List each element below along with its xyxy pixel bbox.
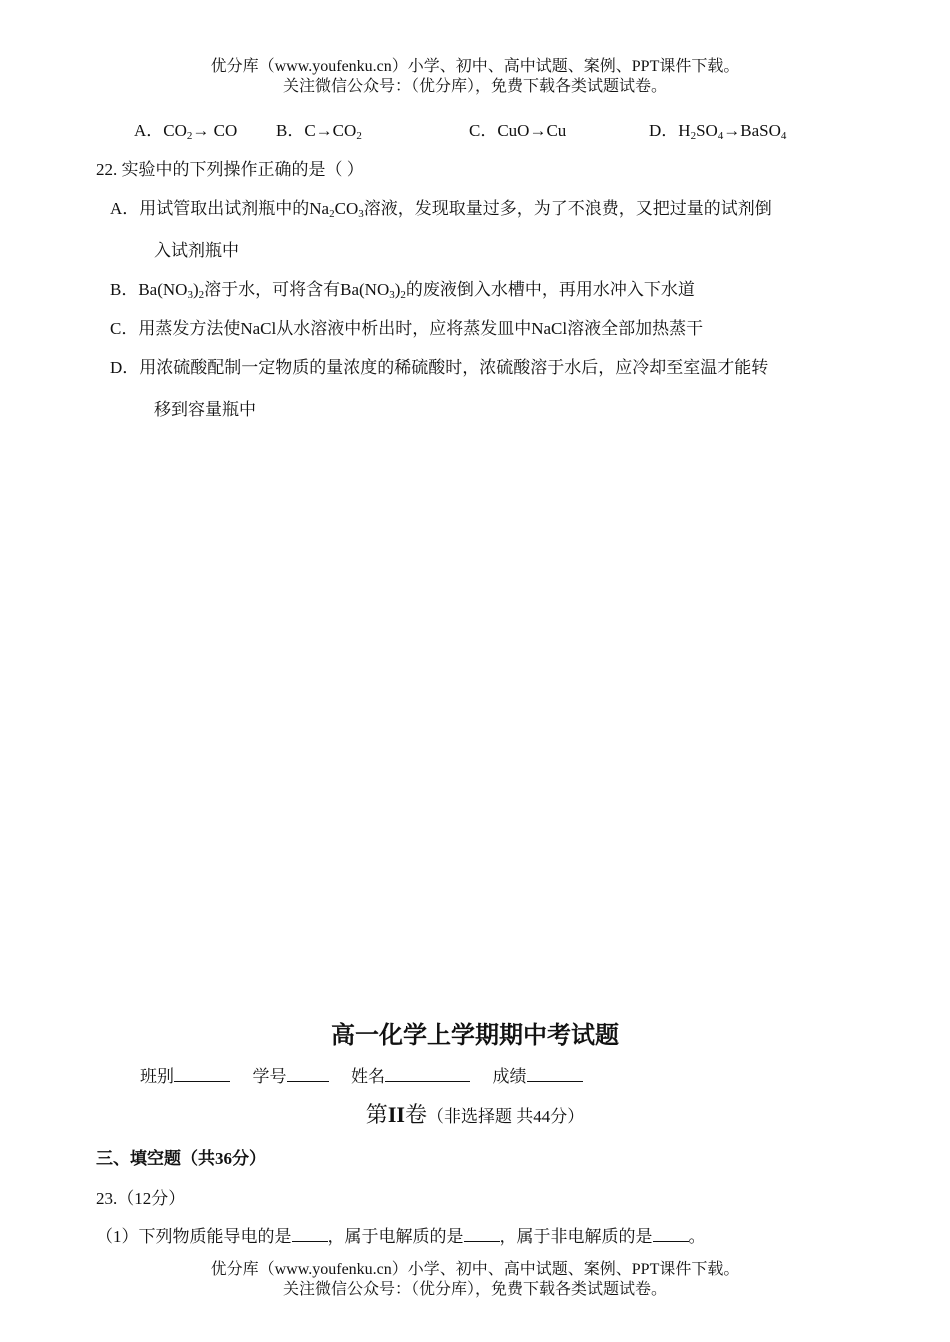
q22-option-b: B．$Ba(NO_3)_2$溶于水，可将含有$Ba(NO_3)_2$的废液倒入水槽中，再用水冲入下水道 — [110, 280, 695, 301]
class-label: 班别 — [140, 1067, 174, 1086]
q21-option-d: D．$H_2SO_4\to BaSO_4$ — [649, 121, 787, 142]
score-label: 成绩 — [492, 1067, 527, 1086]
q23-heading: 23.（12分） — [96, 1189, 186, 1208]
conductive-blank[interactable] — [292, 1225, 328, 1242]
name-blank[interactable] — [385, 1065, 470, 1082]
q22-option-d-cont: 移到容量瓶中 — [154, 400, 256, 419]
score-blank[interactable] — [527, 1065, 583, 1082]
id-label: 学号 — [252, 1067, 287, 1086]
footer-line-2: 关注微信公众号：（优分库），免费下载各类试题试卷。 — [282, 1281, 667, 1298]
non-electrolyte-blank[interactable] — [653, 1225, 689, 1242]
id-blank[interactable] — [287, 1065, 329, 1082]
q22-option-d: D．用浓硫酸配制一定物质的量浓度的稀硫酸时，浓硫酸溶于水后，应冷却至室温才能转 — [110, 358, 769, 377]
part-3-heading: 三、填空题（共36分） — [96, 1149, 266, 1168]
q21-option-c: C．CuO→Cu — [469, 121, 567, 140]
q21-option-b: B．$C\to CO_2$ — [276, 121, 362, 142]
volume-heading: 第II卷（非选择题 共44分） — [365, 1102, 585, 1127]
footer-line-1: 优分库（www.youfenku.cn）小学、初中、高中试题、案例、PPT课件下载。 — [210, 1261, 740, 1278]
q22-option-a-cont: 入试剂瓶中 — [154, 241, 239, 260]
student-info-row — [140, 1062, 583, 1087]
electrolyte-blank[interactable] — [464, 1225, 500, 1242]
q21-option-a: A．$CO_2\to$ CO — [134, 121, 238, 142]
q22-option-a: A．用试管取出试剂瓶中的$Na_2CO_3$溶液，发现取量过多，为了不浪费，又把过量的试剂倒 — [110, 199, 772, 220]
name-label: 姓名 — [351, 1067, 385, 1086]
header-line-2: 关注微信公众号：（优分库），免费下载各类试题试卷。 — [282, 78, 667, 95]
q22-stem: 22. 实验中的下列操作正确的是（ ） — [96, 160, 364, 179]
class-blank[interactable] — [174, 1065, 230, 1082]
page-title: 高一化学上学期期中考试题 — [331, 1021, 619, 1049]
q23-part-1: （1）下列物质能导电的是 ，属于电解质的是 ，属于非电解质的是 。 — [96, 1227, 706, 1246]
header-line-1: 优分库（www.youfenku.cn）小学、初中、高中试题、案例、PPT课件下载。 — [210, 58, 740, 75]
q22-option-c: C．用蒸发方法使NaCl从水溶液中析出时，应将蒸发皿中NaCl溶液全部加热蒸干 — [110, 319, 704, 338]
